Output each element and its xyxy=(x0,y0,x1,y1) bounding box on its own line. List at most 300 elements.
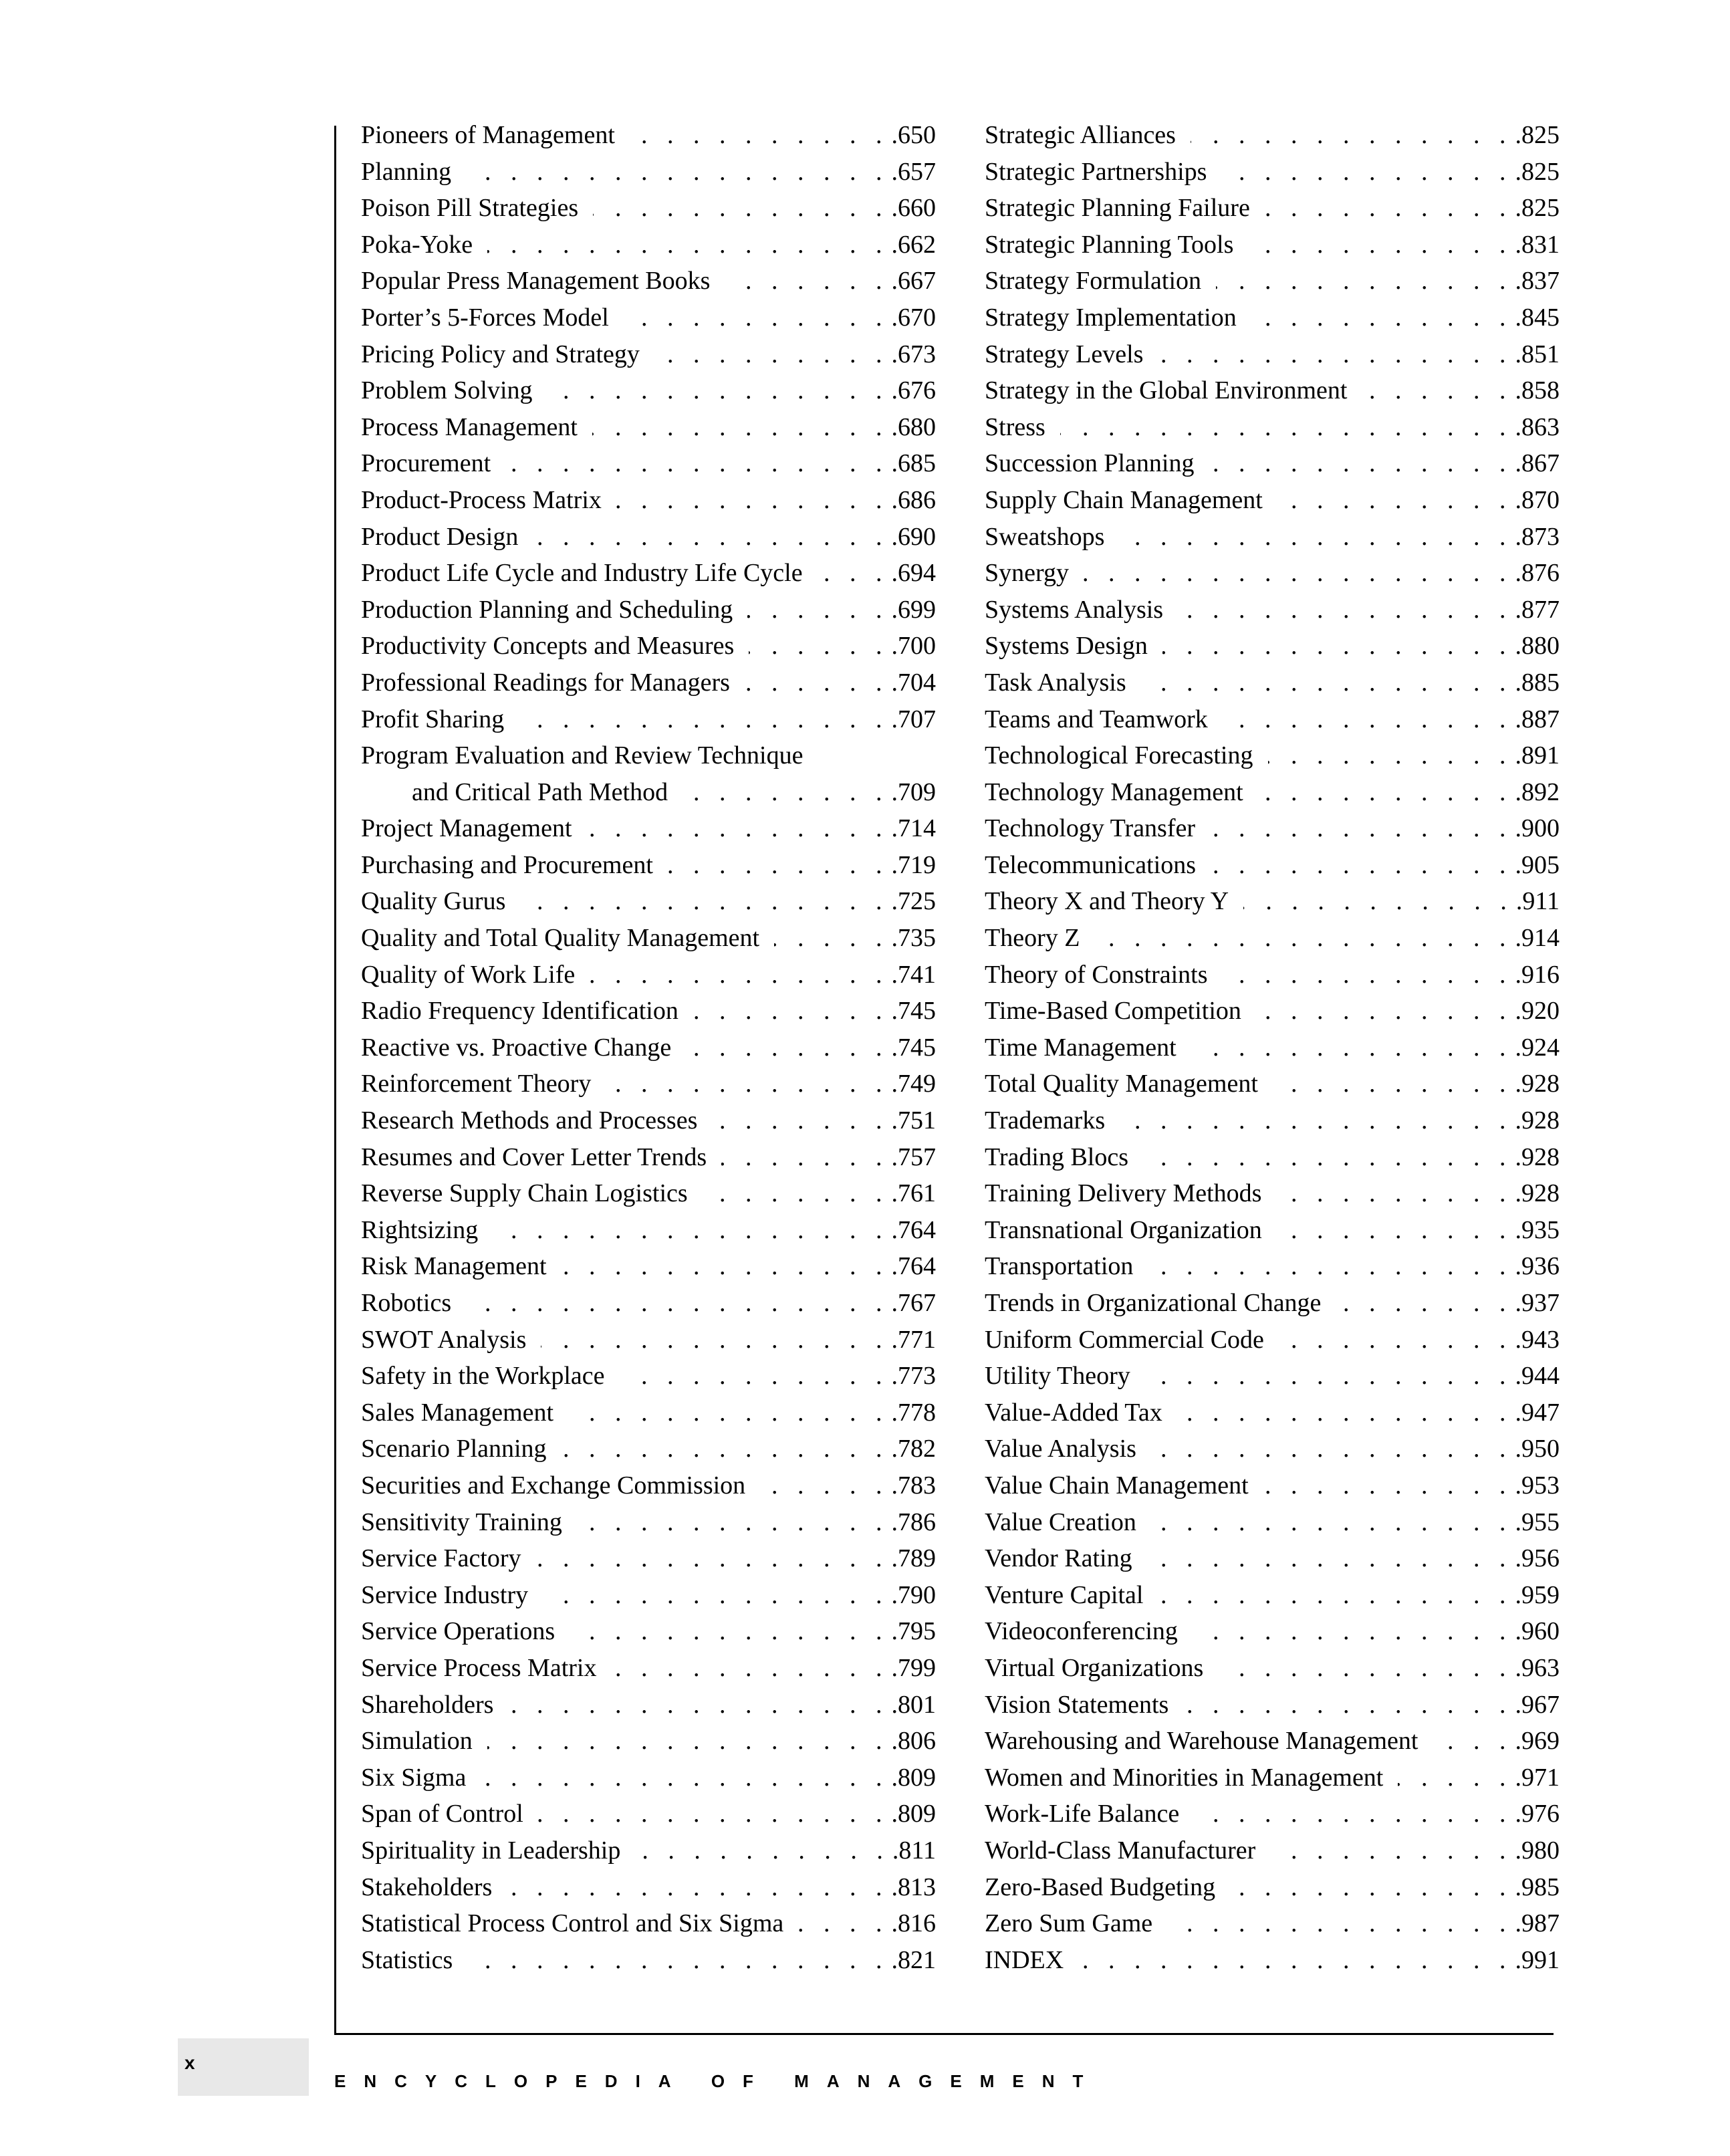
toc-entry-title: Theory X and Theory Y xyxy=(985,887,1229,916)
toc-entry-title: Trading Blocs xyxy=(985,1143,1129,1171)
toc-entry-page: .887 xyxy=(1515,705,1560,733)
footer-rule-horizontal xyxy=(334,2033,1554,2035)
toc-entry-page: .911 xyxy=(1515,887,1560,916)
toc-entry-title: Quality Gurus xyxy=(361,887,506,916)
dot-leader xyxy=(624,300,889,336)
toc-entry xyxy=(361,1905,936,1942)
dot-leader xyxy=(1221,154,1512,191)
dot-leader xyxy=(533,519,888,556)
dot-leader xyxy=(1194,1796,1512,1832)
toc-entry-title: Trends in Organizational Change xyxy=(985,1289,1322,1317)
toc-entry-page: .749 xyxy=(891,1070,936,1098)
toc-entry-page: .773 xyxy=(891,1362,936,1391)
toc-entry-title: Resumes and Cover Letter Trends xyxy=(361,1143,707,1171)
dot-leader xyxy=(493,1212,888,1249)
toc-entry-title: Process Management xyxy=(361,412,578,441)
dot-leader xyxy=(1120,1102,1512,1139)
toc-entry xyxy=(361,1395,936,1431)
dot-leader xyxy=(538,1796,889,1832)
toc-entry xyxy=(361,1613,936,1650)
toc-entry xyxy=(985,883,1560,920)
toc-entry-page: .985 xyxy=(1515,1873,1560,1901)
dot-leader xyxy=(620,1358,889,1395)
toc-entry-page: .725 xyxy=(891,887,936,916)
toc-entry xyxy=(361,336,936,373)
toc-entry xyxy=(361,1869,936,1906)
toc-entry-title: Value-Added Tax xyxy=(985,1398,1162,1427)
toc-entry-title: Vision Statements xyxy=(985,1690,1169,1719)
toc-entry-page: .920 xyxy=(1515,997,1560,1026)
toc-entry-page: .757 xyxy=(891,1143,936,1171)
toc-entry xyxy=(985,409,1560,446)
dot-leader xyxy=(1230,1869,1512,1906)
dot-leader xyxy=(1216,263,1512,300)
toc-entry-page: .885 xyxy=(1515,668,1560,697)
toc-entry xyxy=(985,774,1560,811)
toc-entry-page: .767 xyxy=(891,1289,936,1317)
toc-entry-title: Transportation xyxy=(985,1252,1134,1281)
dot-leader xyxy=(1167,1905,1512,1942)
toc-column-left xyxy=(361,117,936,1978)
toc-entry-page: .719 xyxy=(891,850,936,879)
toc-entry-page: .811 xyxy=(892,1836,936,1865)
toc-entry-title: Statistics xyxy=(361,1945,453,1974)
toc-entry-title: Women and Minorities in Management xyxy=(985,1763,1384,1792)
toc-entry xyxy=(361,993,936,1030)
toc-entry xyxy=(985,1322,1560,1358)
toc-entry xyxy=(361,300,936,336)
toc-entry xyxy=(985,1248,1560,1285)
toc-entry xyxy=(985,1102,1560,1139)
toc-entry-title: Spirituality in Leadership xyxy=(361,1836,621,1865)
dot-leader xyxy=(745,665,889,701)
toc-entry-title: Project Management xyxy=(361,814,572,843)
toc-entry xyxy=(361,1723,936,1760)
toc-entry xyxy=(361,1066,936,1102)
toc-entry xyxy=(985,445,1560,482)
dot-leader xyxy=(1336,1285,1512,1322)
toc-entry xyxy=(361,1760,936,1796)
dot-leader xyxy=(1151,1504,1513,1541)
toc-entry-page: .699 xyxy=(891,595,936,624)
toc-entry-title: Porter’s 5-Forces Model xyxy=(361,303,609,332)
toc-entry xyxy=(985,1066,1560,1102)
dot-leader xyxy=(1191,1030,1513,1066)
dot-leader xyxy=(505,445,888,482)
dot-leader xyxy=(712,1102,888,1139)
toc-entry-page: .880 xyxy=(1515,632,1560,661)
toc-entry xyxy=(361,1212,936,1249)
toc-entry-page: .960 xyxy=(1515,1617,1560,1646)
toc-entry-title: Research Methods and Processes xyxy=(361,1106,698,1135)
toc-entry-page: .936 xyxy=(1515,1252,1560,1281)
toc-entry-title: Shareholders xyxy=(361,1690,494,1719)
toc-entry-page: .928 xyxy=(1515,1143,1560,1171)
dot-leader xyxy=(686,1030,888,1066)
dot-leader xyxy=(1094,920,1512,957)
toc-entry xyxy=(985,482,1560,519)
toc-entry-title: Value Analysis xyxy=(985,1435,1136,1463)
toc-entry-title: Technology Management xyxy=(985,777,1243,806)
dot-leader xyxy=(1270,1832,1512,1869)
toc-column-right xyxy=(985,117,1560,1978)
toc-entry-title: Quality and Total Quality Management xyxy=(361,924,760,953)
dot-leader xyxy=(1178,592,1512,628)
toc-entry-title: Pricing Policy and Strategy xyxy=(361,340,640,368)
toc-entry xyxy=(985,1358,1560,1395)
toc-entry-title: Time-Based Competition xyxy=(985,997,1241,1026)
toc-entry-title: Vendor Rating xyxy=(985,1544,1132,1573)
toc-entry xyxy=(985,957,1560,993)
toc-entry-title: Strategic Planning Failure xyxy=(985,194,1250,223)
toc-entry-title: Value Chain Management xyxy=(985,1471,1249,1500)
dot-leader xyxy=(562,1248,889,1285)
toc-entry-title: Stakeholders xyxy=(361,1873,493,1901)
toc-entry-page: .694 xyxy=(891,559,936,588)
toc-entry xyxy=(985,1687,1560,1723)
toc-entry-page: .667 xyxy=(891,267,936,295)
toc-entry-title: Product Life Cycle and Industry Life Cycle xyxy=(361,559,803,588)
toc-entry-page: .690 xyxy=(891,522,936,551)
dot-leader xyxy=(1277,482,1513,519)
toc-entry-page: .959 xyxy=(1515,1580,1560,1609)
toc-entry-page: .801 xyxy=(891,1690,936,1719)
dot-leader xyxy=(606,1066,888,1102)
dot-leader xyxy=(611,1650,888,1687)
toc-entry-page: .935 xyxy=(1515,1215,1560,1244)
toc-entry xyxy=(985,1212,1560,1249)
toc-entry-page: .657 xyxy=(891,157,936,186)
toc-entry xyxy=(985,1942,1560,1979)
toc-entry-title: Securities and Exchange Commission xyxy=(361,1471,746,1500)
toc-entry-page: .947 xyxy=(1515,1398,1560,1427)
toc-entry-title: Service Factory xyxy=(361,1544,521,1573)
toc-entry-page: .789 xyxy=(891,1544,936,1573)
dot-leader xyxy=(749,628,888,665)
toc-entry xyxy=(361,1030,936,1066)
toc-entry-title: Scenario Planning xyxy=(361,1435,547,1463)
toc-entry-title: Systems Design xyxy=(985,632,1148,661)
dot-leader xyxy=(519,701,888,738)
toc-entry xyxy=(985,227,1560,263)
toc-entry-page: .662 xyxy=(891,230,936,259)
toc-entry-title: Productivity Concepts and Measures xyxy=(361,632,735,661)
dot-leader xyxy=(1193,1613,1513,1650)
toc-entry-page: .673 xyxy=(891,340,936,368)
toc-entry xyxy=(985,737,1560,774)
toc-entry-page: .928 xyxy=(1515,1106,1560,1135)
toc-entry-page: .916 xyxy=(1515,960,1560,989)
toc-entry xyxy=(361,1467,936,1504)
toc-entry xyxy=(985,1905,1560,1942)
toc-entry-title: Warehousing and Warehouse Management xyxy=(985,1727,1418,1756)
dot-leader xyxy=(818,555,889,592)
toc-entry-page: .980 xyxy=(1515,1836,1560,1865)
dot-leader xyxy=(1398,1760,1512,1796)
toc-entry xyxy=(361,372,936,409)
dot-leader xyxy=(1279,1322,1513,1358)
toc-entry-page: .771 xyxy=(891,1325,936,1354)
toc-entry-title: Value Creation xyxy=(985,1508,1136,1536)
toc-entry-page: .873 xyxy=(1515,522,1560,551)
toc-entry xyxy=(985,1504,1560,1541)
dot-leader xyxy=(798,1905,888,1942)
toc-entry-title: Uniform Commercial Code xyxy=(985,1325,1264,1354)
toc-entry xyxy=(985,1577,1560,1614)
toc-entry-title: Strategic Alliances xyxy=(985,121,1176,149)
toc-entry-title: Succession Planning xyxy=(985,449,1195,478)
dot-leader xyxy=(747,592,888,628)
toc-entry-title: Telecommunications xyxy=(985,850,1197,879)
toc-entry-page: .905 xyxy=(1515,850,1560,879)
toc-entry-page: .953 xyxy=(1515,1471,1560,1500)
dot-leader xyxy=(1147,1540,1513,1577)
dot-leader xyxy=(725,263,888,300)
toc-entry xyxy=(361,190,936,227)
toc-entry-page: .795 xyxy=(891,1617,936,1646)
toc-entry-title: Sweatshops xyxy=(985,522,1105,551)
dot-leader xyxy=(1362,372,1512,409)
toc-entry xyxy=(361,737,936,774)
toc-entry xyxy=(985,1869,1560,1906)
toc-entry xyxy=(361,847,936,884)
toc-entry-page: .782 xyxy=(891,1435,936,1463)
dot-leader xyxy=(774,920,888,957)
toc-entry-title: Service Process Matrix xyxy=(361,1653,597,1682)
dot-leader xyxy=(536,1540,889,1577)
toc-entry xyxy=(985,628,1560,665)
toc-entry-page: .825 xyxy=(1515,157,1560,186)
toc-entry-page: .950 xyxy=(1515,1435,1560,1463)
toc-entry-title: Strategic Partnerships xyxy=(985,157,1207,186)
running-footer-title: ENCYCLOPEDIA OF MANAGEMENT xyxy=(334,2071,1102,2091)
toc-entry-title: Safety in the Workplace xyxy=(361,1362,605,1391)
dot-leader xyxy=(590,957,888,993)
dot-leader xyxy=(562,1431,889,1467)
dot-leader xyxy=(466,1285,888,1322)
page-folio: x xyxy=(184,2052,195,2073)
toc-entry-page: .799 xyxy=(891,1653,936,1682)
toc-entry-title: Theory of Constraints xyxy=(985,960,1208,989)
toc-entry-title: Teams and Teamwork xyxy=(985,705,1208,733)
toc-entry-page: .900 xyxy=(1515,814,1560,843)
toc-entry xyxy=(985,1540,1560,1577)
toc-entry-page: .858 xyxy=(1515,376,1560,405)
toc-entry-title: Six Sigma xyxy=(361,1763,467,1792)
toc-entry-page: .851 xyxy=(1515,340,1560,368)
toc-entry-page: .813 xyxy=(891,1873,936,1901)
toc-entry xyxy=(361,810,936,847)
toc-entry-page: .870 xyxy=(1515,485,1560,514)
toc-entry xyxy=(361,227,936,263)
toc-entry xyxy=(985,300,1560,336)
dot-leader xyxy=(1251,300,1513,336)
toc-entry-title: Trademarks xyxy=(985,1106,1106,1135)
toc-entry xyxy=(361,628,936,665)
toc-entry-page: .928 xyxy=(1515,1179,1560,1208)
toc-entry xyxy=(361,445,936,482)
dot-leader xyxy=(1277,1212,1513,1249)
toc-entry-title: Reverse Supply Chain Logistics xyxy=(361,1179,688,1208)
toc-entry-page: .967 xyxy=(1515,1690,1560,1719)
toc-entry-title: Simulation xyxy=(361,1727,473,1756)
toc-entry-title: Stress xyxy=(985,412,1045,441)
dot-leader xyxy=(467,1942,888,1979)
toc-entry-page: .761 xyxy=(891,1179,936,1208)
toc-entry xyxy=(361,883,936,920)
dot-leader xyxy=(570,1613,888,1650)
toc-entry xyxy=(985,701,1560,738)
toc-entry-title: Work-Life Balance xyxy=(985,1800,1180,1828)
dot-leader xyxy=(1256,993,1513,1030)
dot-leader xyxy=(487,227,888,263)
toc-entry-page: .741 xyxy=(891,960,936,989)
toc-entry xyxy=(985,117,1560,154)
toc-entry-title: Span of Control xyxy=(361,1800,523,1828)
toc-entry-title: Profit Sharing xyxy=(361,705,505,733)
dot-leader xyxy=(1268,737,1513,774)
toc-entry xyxy=(361,665,936,701)
dot-leader xyxy=(1145,1358,1513,1395)
toc-entry-title: Transnational Organization xyxy=(985,1215,1262,1244)
toc-entry-title: Procurement xyxy=(361,449,491,478)
toc-entry-title: Task Analysis xyxy=(985,668,1126,697)
toc-entry-page: .735 xyxy=(891,924,936,953)
toc-entry-page: .956 xyxy=(1515,1544,1560,1573)
dot-leader xyxy=(1158,1577,1512,1614)
toc-entry-page: .987 xyxy=(1515,1909,1560,1938)
toc-entry-page: .825 xyxy=(1515,121,1560,149)
dot-leader xyxy=(1223,957,1513,993)
toc-entry-title: Product-Process Matrix xyxy=(361,485,602,514)
toc-entry-page: .778 xyxy=(891,1398,936,1427)
dot-leader xyxy=(630,117,889,154)
dot-leader xyxy=(1263,1467,1513,1504)
toc-entry-title: SWOT Analysis xyxy=(361,1325,527,1354)
toc-entry xyxy=(361,1285,936,1322)
dot-leader xyxy=(487,1723,889,1760)
toc-entry xyxy=(361,409,936,446)
toc-entry xyxy=(985,1285,1560,1322)
toc-entry xyxy=(985,555,1560,592)
dot-leader xyxy=(1209,445,1512,482)
toc-entry-title: Zero-Based Budgeting xyxy=(985,1873,1216,1901)
toc-entry-page: .751 xyxy=(891,1106,936,1135)
toc-entry xyxy=(985,372,1560,409)
toc-entry xyxy=(361,1577,936,1614)
toc-entry-page: .867 xyxy=(1515,449,1560,478)
toc-entry xyxy=(985,1650,1560,1687)
toc-entry xyxy=(361,519,936,556)
toc-entry-title: Synergy xyxy=(985,559,1069,588)
toc-entry-title: Supply Chain Management xyxy=(985,485,1263,514)
toc-entry-title: Planning xyxy=(361,157,452,186)
column-rule-vertical xyxy=(334,126,336,2035)
toc-entry-page: .924 xyxy=(1515,1033,1560,1062)
toc-entry-page: .976 xyxy=(1515,1800,1560,1828)
toc-entry-page: .928 xyxy=(1515,1070,1560,1098)
toc-entry xyxy=(361,1832,936,1869)
toc-entry xyxy=(985,1175,1560,1212)
toc-entry-title: Utility Theory xyxy=(985,1362,1130,1391)
toc-entry-page: .963 xyxy=(1515,1653,1560,1682)
toc-entry xyxy=(361,1540,936,1577)
dot-leader xyxy=(587,810,889,847)
toc-entry xyxy=(361,1139,936,1176)
dot-leader xyxy=(1210,810,1512,847)
toc-entry xyxy=(361,774,936,811)
dot-leader xyxy=(1223,701,1513,738)
dot-leader xyxy=(1243,883,1513,920)
dot-leader xyxy=(683,774,888,811)
toc-entry xyxy=(985,1796,1560,1832)
toc-entry-page: .714 xyxy=(891,814,936,843)
toc-entry xyxy=(985,519,1560,556)
toc-entry xyxy=(361,1504,936,1541)
toc-entry-page: .764 xyxy=(891,1215,936,1244)
toc-entry xyxy=(985,810,1560,847)
dot-leader xyxy=(1211,847,1512,884)
dot-leader xyxy=(1162,628,1513,665)
toc-entry-title: Problem Solving xyxy=(361,376,533,405)
dot-leader xyxy=(1158,336,1512,373)
dot-leader xyxy=(507,1869,888,1906)
dot-leader xyxy=(592,409,889,446)
toc-entry-title: Systems Analysis xyxy=(985,595,1164,624)
dot-leader xyxy=(520,883,888,920)
toc-entry-title: Pioneers of Management xyxy=(361,121,615,149)
toc-entry xyxy=(985,1760,1560,1796)
toc-entry-page: .821 xyxy=(891,1945,936,1974)
toc-entry-page: .944 xyxy=(1515,1362,1560,1391)
toc-entry xyxy=(985,665,1560,701)
toc-entry xyxy=(361,1942,936,1979)
dot-leader xyxy=(693,993,889,1030)
dot-leader xyxy=(635,1832,890,1869)
dot-leader xyxy=(1191,117,1513,154)
toc-entry-page: .786 xyxy=(891,1508,936,1536)
toc-entry xyxy=(985,592,1560,628)
toc-entry-title: Service Operations xyxy=(361,1617,555,1646)
toc-entry-page: .876 xyxy=(1515,559,1560,588)
toc-entry xyxy=(361,117,936,154)
toc-entry xyxy=(985,336,1560,373)
toc-entry-page: .816 xyxy=(891,1909,936,1938)
toc-entry-title: Reactive vs. Proactive Change xyxy=(361,1033,672,1062)
dot-leader xyxy=(1273,1066,1513,1102)
toc-entry-page: .745 xyxy=(891,1033,936,1062)
toc-entry xyxy=(361,1175,936,1212)
toc-entry xyxy=(985,1613,1560,1650)
toc-entry-title: Robotics xyxy=(361,1289,452,1317)
toc-entry xyxy=(985,1832,1560,1869)
toc-entry xyxy=(361,482,936,519)
dot-leader xyxy=(466,154,888,191)
dot-leader xyxy=(1258,774,1513,811)
dot-leader xyxy=(760,1467,888,1504)
toc-entry-title: Strategic Planning Tools xyxy=(985,230,1234,259)
toc-entry-title: Theory Z xyxy=(985,924,1080,953)
toc-entry xyxy=(985,993,1560,1030)
toc-entry-title: Sales Management xyxy=(361,1398,554,1427)
dot-leader xyxy=(1183,1687,1512,1723)
dot-leader xyxy=(1276,1175,1512,1212)
dot-leader xyxy=(1078,1942,1512,1979)
toc-entry-page: .680 xyxy=(891,412,936,441)
toc-entry-title: Popular Press Management Books xyxy=(361,267,711,295)
toc-entry-page: .955 xyxy=(1515,1508,1560,1536)
toc-entry xyxy=(985,1723,1560,1760)
